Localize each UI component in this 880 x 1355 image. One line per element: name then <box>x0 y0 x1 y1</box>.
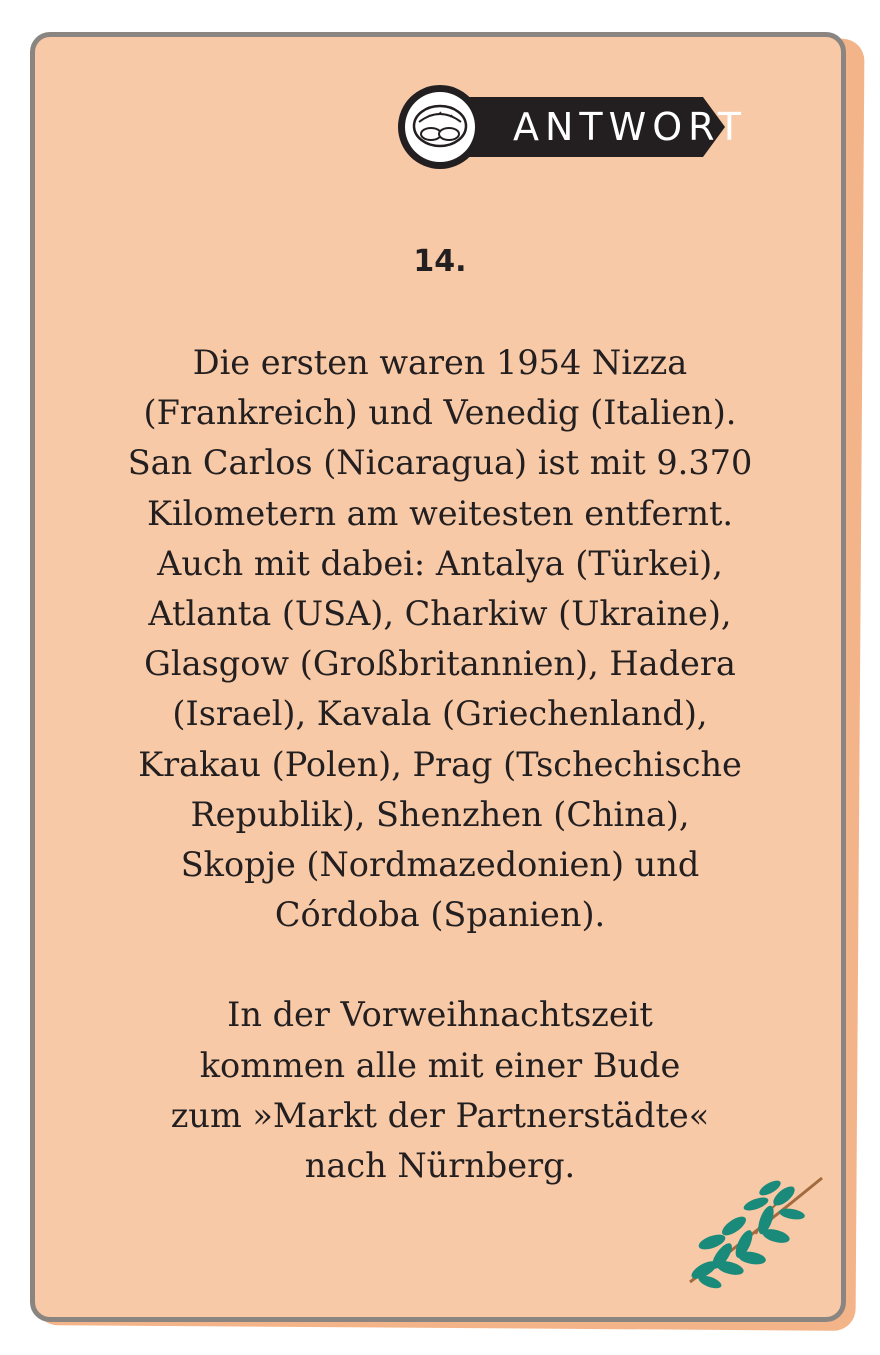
answer-line: Auch mit dabei: Antalya (Türkei), <box>157 543 723 583</box>
answer-text <box>90 338 790 1191</box>
answer-line: Atlanta (USA), Charkiw (Ukraine), <box>148 594 732 634</box>
answer-line: In der Vorweihnachtszeit <box>227 995 653 1035</box>
answer-line: Córdoba (Spanien). <box>274 895 606 935</box>
answer-line: kommen alle mit einer Bude <box>199 1045 681 1085</box>
answer-badge <box>395 82 747 172</box>
question-number: 14. <box>413 244 467 279</box>
answer-line: (Israel), Kavala (Griechenland), <box>172 694 708 734</box>
answer-line: nach Nürnberg. <box>304 1146 576 1186</box>
leaf-branch-icon <box>686 1170 826 1290</box>
answer-line: Die ersten waren 1954 Nizza <box>192 343 688 382</box>
answer-line: Kilometern am weitesten entfernt. <box>146 493 734 533</box>
answer-line: San Carlos (Nicaragua) ist mit 9.370 <box>127 443 753 483</box>
answer-line: Krakau (Polen), Prag (Tschechische <box>138 744 742 784</box>
paragraph-gap <box>90 940 790 990</box>
answer-line: Skopje (Nordmazedonien) und <box>180 845 700 885</box>
answer-line: Glasgow (Großbritannien), Hadera <box>144 644 736 684</box>
answer-line: Republik), Shenzhen (China), <box>190 794 690 834</box>
answer-line: (Frankreich) und Venedig (Italien). <box>143 393 737 433</box>
answer-line: zum »Markt der Partnerstädte« <box>170 1095 710 1135</box>
pretzel-bread-icon <box>395 82 485 172</box>
badge-label: ANTWORT <box>513 105 747 149</box>
